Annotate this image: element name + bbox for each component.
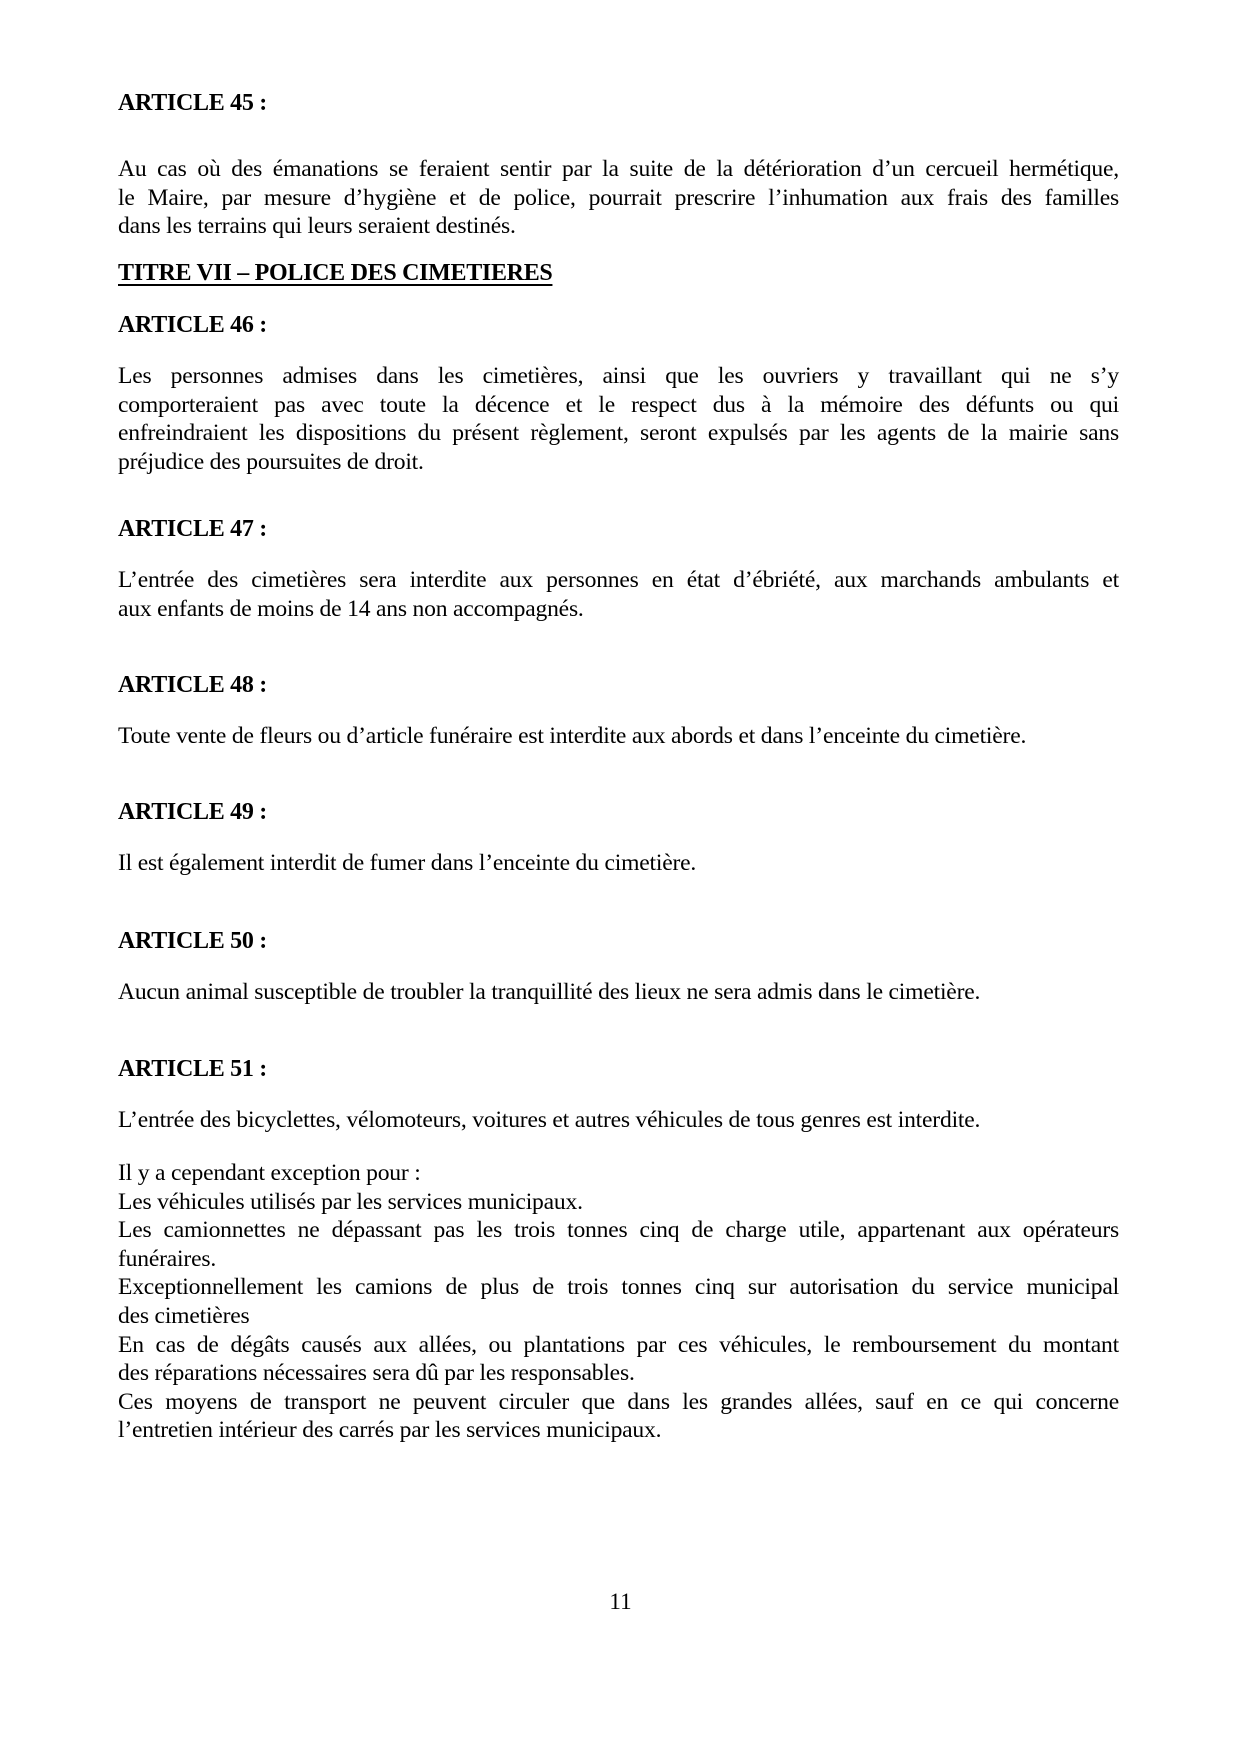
exception-item: des cimetières [118, 1302, 250, 1329]
article-51-exceptions [118, 1159, 1119, 1445]
article-48-body [118, 722, 1119, 751]
article-51-line: L’entrée des bicyclettes, vélomoteurs, voitures et autres véhicules de tous genres est interdite. [118, 1107, 981, 1133]
article-49-heading: ARTICLE 49 : [118, 799, 267, 825]
article-46-heading: ARTICLE 46 : [118, 312, 267, 338]
article-46-line: enfreindraient les dispositions du présent règlement, seront expulsés par les agents de la mairie sans [118, 420, 1119, 447]
article-46-line: comporteraient pas avec toute la décence et le respect dus à la mémoire des défunts ou qui [118, 391, 1119, 418]
exception-item: Ces moyens de transport ne peuvent circuler que dans les grandes allées, sauf en ce qui concerne [118, 1388, 1119, 1415]
article-47-body [118, 566, 1119, 623]
article-45-line: Au cas où des émanations se feraient sentir par la suite de la détérioration d’un cercueil hermétique, [118, 156, 1119, 182]
exception-item: Les véhicules utilisés par les services municipaux. [118, 1188, 583, 1215]
page-number: 11 [609, 1589, 632, 1614]
exception-intro: Il y a cependant exception pour : [118, 1160, 421, 1186]
section-title: TITRE VII – POLICE DES CIMETIERES [118, 260, 553, 286]
article-45-line: le Maire, par mesure d’hygiène et de police, pourrait prescrire l’inhumation aux frais des familles [118, 184, 1119, 211]
article-50-line: Aucun animal susceptible de troubler la tranquillité des lieux ne sera admis dans le cimetière. [118, 979, 981, 1005]
article-49-body [118, 849, 1119, 878]
article-47-line: aux enfants de moins de 14 ans non accompagnés. [118, 595, 584, 622]
exception-item: l’entretien intérieur des carrés par les services municipaux. [118, 1417, 662, 1444]
exception-item: funéraires. [118, 1245, 217, 1272]
exception-item: En cas de dégâts causés aux allées, ou plantations par ces véhicules, le remboursement du montant [118, 1331, 1119, 1358]
article-46-line: Les personnes admises dans les cimetières, ainsi que les ouvriers y travaillant qui ne s’y [118, 363, 1119, 389]
article-45-body [118, 155, 1119, 241]
article-46-line: préjudice des poursuites de droit. [118, 448, 424, 475]
article-51-heading: ARTICLE 51 : [118, 1056, 267, 1082]
exception-item: Les camionnettes ne dépassant pas les trois tonnes cinq de charge utile, appartenant aux opérateurs [118, 1217, 1119, 1244]
article-48-line: Toute vente de fleurs ou d’article funéraire est interdite aux abords et dans l’enceinte du cimetière. [118, 723, 1027, 749]
article-46-body [118, 362, 1119, 476]
article-48-heading: ARTICLE 48 : [118, 672, 267, 698]
article-51-body [118, 1106, 1119, 1135]
article-49-line: Il est également interdit de fumer dans l’enceinte du cimetière. [118, 850, 697, 876]
exception-item: des réparations nécessaires sera dû par les responsables. [118, 1360, 635, 1387]
article-50-heading: ARTICLE 50 : [118, 928, 267, 954]
exception-item: Exceptionnellement les camions de plus de trois tonnes cinq sur autorisation du service municipal [118, 1274, 1119, 1301]
article-45-line: dans les terrains qui leurs seraient destinés. [118, 213, 516, 240]
article-50-body [118, 978, 1119, 1007]
article-47-heading: ARTICLE 47 : [118, 516, 267, 542]
article-45-heading: ARTICLE 45 : [118, 90, 267, 116]
article-47-line: L’entrée des cimetières sera interdite aux personnes en état d’ébriété, aux marchands ambulants et [118, 567, 1119, 593]
